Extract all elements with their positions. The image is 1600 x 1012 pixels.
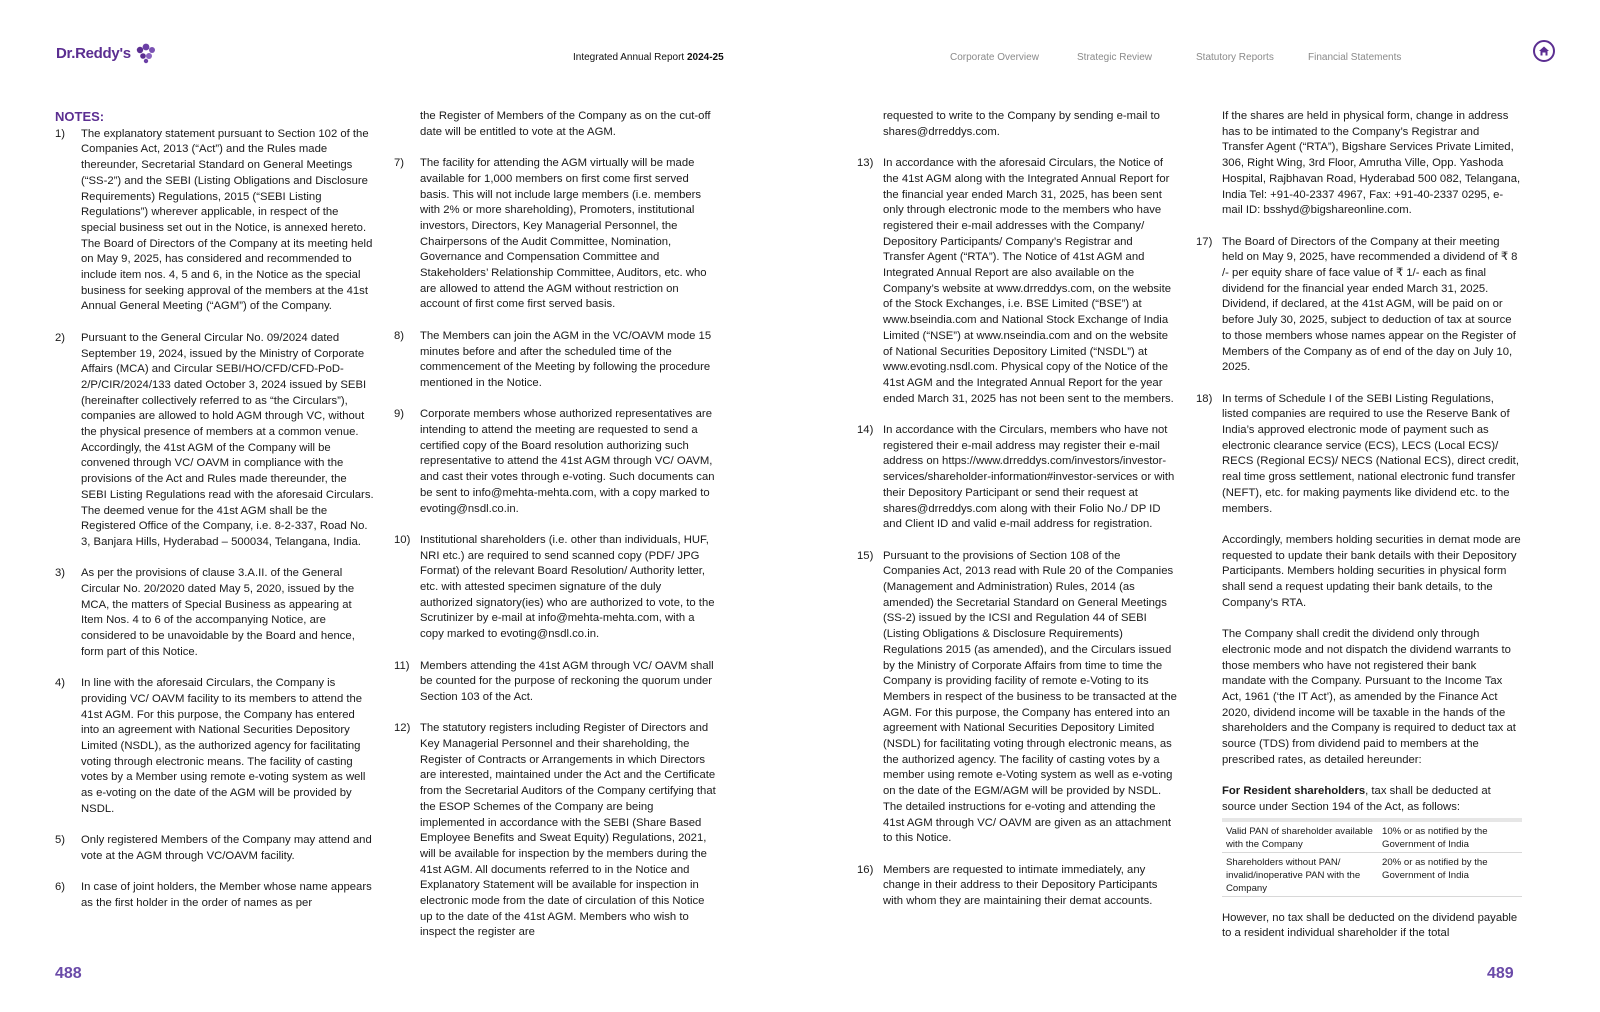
page-number-right: 489 (1487, 965, 1514, 982)
note-item-16: 16) Members are requested to intimate immediately, any change in their address to their Depository Participants with whom they are maintaining their demat accounts. (857, 863, 1158, 908)
nav-statutory-reports[interactable]: Statutory Reports (1196, 52, 1274, 63)
note-continuation: the Register of Members of the Company as on the cut-off date will be entitled to vote at the AGM. (420, 110, 711, 138)
table-row (1222, 820, 1522, 853)
note-item-14: 14) In accordance with the Circulars, members who have not registered their e-mail address may register their e-mail address on https://www.drreddys.com/investors/investor-services/shareholder-information#investor-services or with their Depository Participant or send their request at shares@drreddys.com along with their Folio No./ DP ID and Client ID and valid e-mail address for registration. (857, 424, 1175, 531)
logo-mark-icon (134, 42, 158, 64)
home-button[interactable] (1533, 40, 1555, 67)
home-icon (1533, 40, 1555, 62)
note-item-18: 18) In terms of Schedule I of the SEBI Listing Regulations, listed companies are required to use the Reserve Bank of India’s approved electronic mode of payment such as electronic clearance service (ECS), LECS (Local ECS)/ RECS (Regional ECS)/ NECS (National ECS), direct credit, real time gross settlement, national electronic fund transfer (NEFT), etc. for making payments like dividend etc. to the members. (1196, 392, 1519, 515)
column-4 (1196, 109, 1522, 958)
note-item-6: 6) In case of joint holders, the Member whose name appears as the first holder in the order of names as per (55, 881, 372, 910)
note-item-4: 4) In line with the aforesaid Circulars, the Company is providing VC/ OAVM facility to its members to attend the 41st AGM. For this purpose, the Company has entered into an agreement with National Securities Depository Limited (NSDL), as the authorized agency for facilitating voting through electronic means. The facility of casting votes by a Member using remote e-voting system as well as e-voting on the date of the AGM will be provided by NSDL. (55, 677, 366, 815)
note-item-7: 7) The facility for attending the AGM virtually will be made available for 1,000 members on first come first served basis. This will not include large members (i.e. members with 2% or more shareholding), Promoters, institutional investors, Directors, Key Managerial Personnel, the Chairpersons of the Audit Committee, Nomination, Governance and Compensation Committee and Stakeholders’ Relationship Committee, Auditors, etc. who are allowed to attend the AGM without restriction on account of first come first served basis. (394, 157, 707, 311)
note-item-5: 5) Only registered Members of the Company may attend and vote at the AGM through VC/OAVM facility. (55, 834, 372, 862)
table-cell: Shareholders without PAN/ invalid/inoperative PAN with the Company (1222, 852, 1378, 896)
page-number-left: 488 (55, 965, 82, 982)
note-item-11: 11) Members attending the 41st AGM through VC/ OAVM shall be counted for the purpose of reckoning the quorum under Section 103 of the Act. (394, 659, 714, 703)
resident-shareholders-intro: For Resident shareholders, tax shall be deducted at source under Section 194 of the Act, as follows: (1222, 785, 1491, 813)
table-cell: 10% or as notified by the Government of India (1378, 820, 1522, 853)
note-item-15: 15) Pursuant to the provisions of Section 108 of the Companies Act, 2013 read with Rule 20 of the Companies (Management and Administration) Rules, 2014 (as amended) the Secretarial Standard on General Meetings (SS-2) issued by the ICSI and Regulation 44 of SEBI (Listing Obligations & Disclosure Requirements) Regulations 2015 (as amended), and the Circulars issued by the Ministry of Corporate Affairs from time to time the Company is providing facility of remote e-Voting to its Members in respect of the business to be transacted at the AGM. For this purpose, the Company has entered into an agreement with National Securities Depository Limited (NSDL) for facilitating voting through electronic means, as the authorized agency. The facility of casting votes by a member using remote e-Voting system as well as e-voting on the date of the EGM/AGM will be provided by NSDL. The detailed instructions for e-voting and attending the 41st AGM through VC/ OAVM are given as an attachment to this Notice. (857, 549, 1177, 845)
note-item-8: 8) The Members can join the AGM in the VC/OAVM mode 15 minutes before and after the scheduled time of the commencement of the Meeting by following the procedure mentioned in the Notice. (394, 329, 712, 389)
para-demat: Accordingly, members holding securities in demat mode are requested to update their bank details with their Depository Participants. Members holding securities in physical form shall send a request updating their bank details, to the Company’s RTA. (1222, 533, 1521, 609)
column-1 (55, 109, 375, 927)
note-item-3: 3) As per the provisions of clause 3.A.II. of the General Circular No. 20/2020 dated May 5, 2020, issued by the MCA, the matters of Special Business as appearing at Item Nos. 4 to 6 of the accompanying Notice, are considered to be unavoidable by the Board and hence, form part of this Notice. (55, 567, 355, 658)
tds-table-wrap (1196, 818, 1522, 897)
nav-strategic-review[interactable]: Strategic Review (1077, 52, 1153, 63)
note-item-12: 12) The statutory registers including Register of Directors and Key Managerial Personnel and their shareholding, the Register of Contracts or Arrangements in which Directors are interested, maintained under the Act and the Certificate from the Secretarial Auditors of the Company certifying that the ESOP Schemes of the Company are being implemented in accordance with the SEBI (Share Based Employee Benefits and Sweat Equity) Regulations, 2021, will be available for inspection by the members during the 41st AGM. All documents referred to in the Notice and Explanatory Statement will be available for inspection in electronic mode from the date of circulation of this Notice up to the date of the 41st AGM. Members who wish to inspect the register are (394, 722, 716, 939)
nav-financial-statements[interactable]: Financial Statements (1308, 52, 1402, 63)
table-row (1222, 852, 1522, 896)
note-item-17: 17) The Board of Directors of the Company at their meeting held on May 9, 2025, have recommended a dividend of ₹ 8 /- per equity share of face value of ₹ 1/- each as final dividend for the financial year ended March 31, 2025. Dividend, if declared, at the 41st AGM, will be paid on or before July 30, 2025, subject to deduction of tax at source to those members whose names appear on the Register of Members of the Company as of end of the day on July 10, 2025. (1196, 235, 1518, 374)
column-3 (857, 109, 1177, 925)
logo-text: Dr.Reddy's (56, 44, 131, 62)
note-item-13: 13) In accordance with the aforesaid Circulars, the Notice of the 41st AGM along with the Integrated Annual Report for the financial year ended March 31, 2025, has been sent only through electronic mode to the members who have registered their e-mail addresses with the Company/ Depository Participants/ Company’s Registrar and Transfer Agent (“RTA”). The Notice of 41st AGM and Integrated Annual Report are also available on the Company’s website at www.drreddys.com, on the website of the Stock Exchanges, i.e. BSE Limited (“BSE”) at www.bseindia.com and National Stock Exchange of India Limited (“NSE”) at www.nseindia.com and on the website of National Securities Depository Limited (“NSDL”) at www.evoting.nsdl.com. Physical copy of the Notice of the 41st AGM and the Integrated Annual Report for the year ended March 31, 2025 has not been sent to the members. (857, 157, 1174, 405)
para-dividend-credit: The Company shall credit the dividend only through electronic mode and not dispatch the dividend warrants to those members who have not registered their bank mandate with the Company. Pursuant to the Income Tax Act, 1961 (‘the IT Act’), as amended by the Finance Act 2020, dividend income will be taxable in the hands of the shareholders and the Company is required to deduct tax at source (TDS) from dividend paid to members at the prescribed rates, as detailed hereunder: (1222, 628, 1516, 766)
note-item-1: 1) The explanatory statement pursuant to Section 102 of the Companies Act, 2013 (“Act”) and the Rules made thereunder, Secretarial Standard on General Meetings (“SS-2”) and the SEBI (Listing Obligations and Disclosure Requirements) Regulations, 2015 (“SEBI Listing Regulations”) wherever applicable, in respect of the special business set out in the Notice, is annexed hereto. The Board of Directors of the Company at its meeting held on May 9, 2025, has considered and recommended to include item nos. 4, 5 and 6, in the Notice as the special business for seeking approval of the members at the 41st Annual General Meeting (“AGM”) of the Company. (55, 127, 373, 313)
table-cell: 20% or as notified by the Government of India (1378, 852, 1522, 896)
notes-heading: NOTES: (55, 109, 105, 124)
note-continuation: requested to write to the Company by sending e-mail to shares@drreddys.com. (883, 110, 1160, 138)
column-2 (394, 109, 716, 957)
note-continuation: If the shares are held in physical form, change in address has to be intimated to the Company’s Registrar and Transfer Agent (“RTA”), Bigshare Services Private Limited, 306, Right Wing, 3rd Floor, Amrutha Ville, Opp. Yashoda Hospital, Rajbhavan Road, Hyderabad 500 082, Telangana, India Tel: +91-40-2337 4967, Fax: +91-40-2337 0295, e-mail ID: bsshyd@bigshareonline.com. (1222, 110, 1521, 217)
note-item-2: 2) Pursuant to the General Circular No. 09/2024 dated September 19, 2024, issued by the Ministry of Corporate Affairs (MCA) and Circular SEBI/HO/CFD/CFD-PoD-2/P/CIR/2024/133 dated October 3, 2024 issued by SEBI (hereinafter collectively referred to as “the Circulars”), companies are allowed to hold AGM through VC, without the physical presence of members at a common venue. Accordingly, the 41st AGM of the Company will be convened through VC/ OAVM in compliance with the provisions of the Act and Rules made thereunder, the SEBI Listing Regulations read with the aforesaid Circulars. The deemed venue for the 41st AGM shall be the Registered Office of the Company, i.e. 8-2-337, Road No. 3, Banjara Hills, Hyderabad – 500034, Telangana, India. (55, 331, 374, 548)
company-logo (56, 42, 158, 64)
para-however: However, no tax shall be deducted on the dividend payable to a resident individual shareholder if the total (1222, 911, 1518, 940)
report-year: 2024-25 (686, 52, 724, 63)
note-item-10: 10) Institutional shareholders (i.e. other than individuals, HUF, NRI etc.) are required to send scanned copy (PDF/ JPG Format) of the relevant Board Resolution/ Authority letter, etc. with attested specimen signature of the duly authorized signatory(ies) who are authorized to vote, to the Scrutinizer by e-mail at info@mehta-mehta.com, with a copy marked to evoting@nsdl.co.in. (394, 533, 715, 641)
table-cell: Valid PAN of shareholder available with the Company (1222, 820, 1378, 853)
report-title: Integrated Annual Report 2024-25 (573, 52, 724, 63)
note-item-9: 9) Corporate members whose authorized representatives are intending to attend the meeting are requested to send a certified copy of the Board resolution authorizing such representative to attend the 41st AGM through VC/ OAVM, and cast their votes through e-voting. Such documents can be sent to info@mehta-mehta.com, with a copy marked to evoting@nsdl.co.in. (394, 408, 715, 515)
nav-corporate-overview[interactable]: Corporate Overview (950, 52, 1039, 63)
tds-rate-table (1222, 818, 1522, 897)
